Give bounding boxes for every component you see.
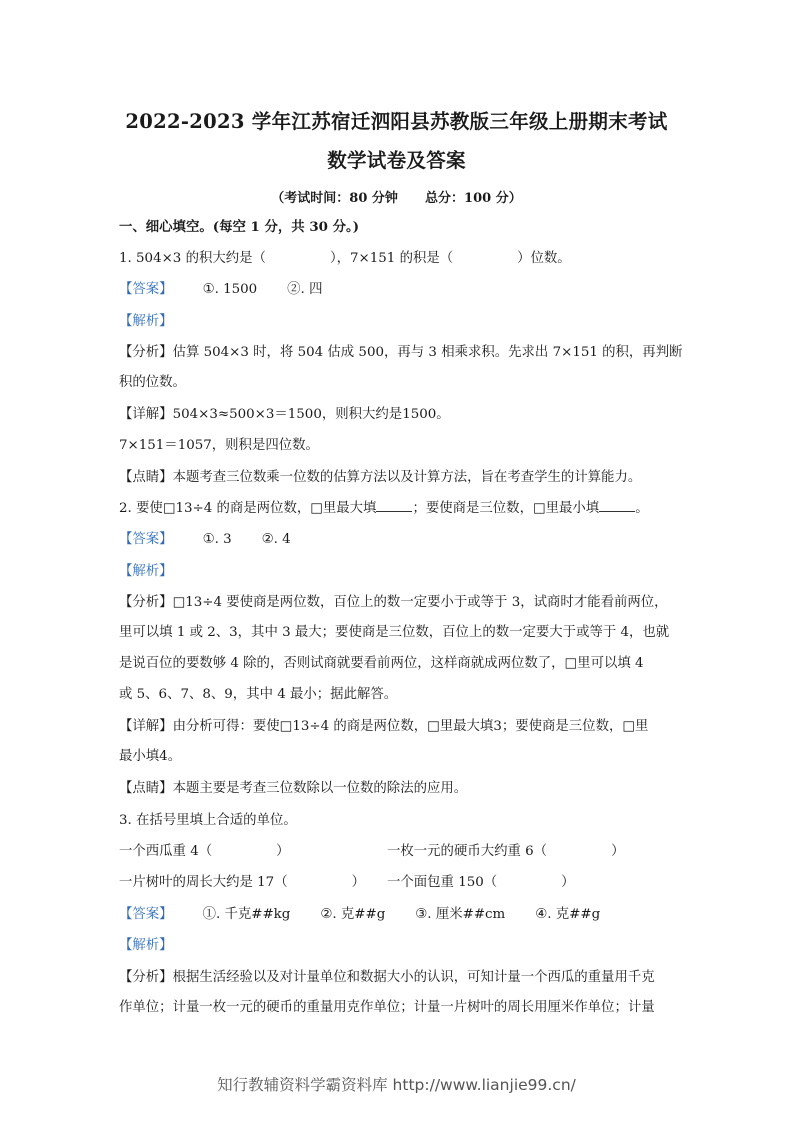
dianjing-text: 本题主要是考查三位数除以一位数的除法的应用。 [172, 781, 468, 796]
q3-item-3: 一片树叶的周长大约是 17（ ） [119, 875, 365, 890]
answer-tag: 【答案】 [119, 532, 173, 547]
xiangjie-1 [119, 405, 679, 425]
xiangjie-tag: 【详解】 [119, 719, 173, 734]
question-2 [119, 499, 679, 519]
question-1 [119, 249, 679, 269]
fenxi-3 [119, 968, 679, 988]
fenxi-3-cont: 作单位；计量一枚一元的硬币的重量用克作单位；计量一片树叶的周长用厘米作单位；计量 [119, 1000, 655, 1015]
page-footer: 知行教辅资料学霸资料库 http://www.lianjie99.cn/ [217, 1076, 576, 1094]
fenxi-2-cont: 或 5、6、7、8、9，其中 4 最小；据此解答。 [119, 687, 398, 702]
answer-item: ①. 3 [202, 532, 232, 547]
xiangjie-2-cont: 最小填4。 [119, 749, 182, 764]
answer-row-1 [119, 280, 679, 300]
section-heading: 一、细心填空。(每空 1 分，共 30 分。) [119, 219, 360, 235]
answer-item: ②. 克##g [320, 907, 386, 922]
dianjing-tag: 【点睛】 [119, 781, 173, 796]
page-title-line2: 数学试卷及答案 [327, 149, 466, 172]
xiangjie-2 [119, 717, 679, 737]
exam-info: （考试时间：80 分钟 总分：100 分） [271, 191, 522, 206]
answer-blank [599, 499, 635, 512]
q3-item-2: 一枚一元的硬币大约重 6（ ） [387, 844, 625, 859]
answer-item: ①. 1500 [202, 282, 258, 297]
answer-item: ②. 4 [261, 532, 291, 547]
jiexi-tag: 【解析】 [119, 564, 173, 579]
answer-tag: 【答案】 [119, 907, 173, 922]
jiexi-tag: 【解析】 [119, 314, 173, 329]
fenxi-2-cont: 里可以填 1 或 2、3，其中 3 最大；要使商是三位数，百位上的数一定要大于或等于 4，也就 [119, 625, 670, 640]
fenxi-text: 根据生活经验以及对计量单位和数据大小的认识，可知计量一个西瓜的重量用千克 [172, 970, 655, 985]
fenxi-tag: 【分析】 [119, 595, 173, 610]
dianjing-1 [119, 468, 679, 488]
answer-tag: 【答案】 [119, 282, 173, 297]
xiangjie-1-cont: 7×151＝1057，则积是四位数。 [119, 438, 319, 453]
xiangjie-tag: 【详解】 [119, 407, 173, 422]
fenxi-2-cont: 是说百位的要数够 4 除的，否则试商就要看前两位，这样商就成两位数了，□里可以填 4 [119, 656, 644, 671]
question-2-text-a: 2. 要使□13÷4 的商是两位数，□里最大填 [119, 501, 377, 516]
fenxi-2 [119, 593, 679, 613]
fenxi-1-cont: 积的位数。 [119, 375, 186, 390]
question-3: 3. 在括号里填上合适的单位。 [119, 813, 297, 828]
question-2-text-b: ；要使商是三位数，□里最小填 [412, 501, 600, 516]
question-1-text-c: ）位数。 [517, 251, 571, 266]
answer-blank [376, 499, 412, 512]
fenxi-text: 估算 504×3 时，将 504 估成 500，再与 3 相乘求积。先求出 7×151 的积，再判断 [172, 345, 683, 360]
fenxi-1 [119, 343, 683, 363]
q3-item-1: 一个西瓜重 4（ ） [119, 844, 290, 859]
fenxi-text: □13÷4 要使商是两位数，百位上的数一定要小于或等于 3，试商时才能看前两位， [172, 595, 668, 610]
xiangjie-text: 504×3≈500×3＝1500，则积大约是1500。 [172, 407, 450, 422]
fenxi-tag: 【分析】 [119, 345, 173, 360]
q3-item-4: 一个面包重 150（ ） [387, 875, 575, 890]
answer-row-2 [119, 530, 679, 550]
answer-item: ③. 厘米##cm [415, 907, 506, 922]
question-2-text-c: 。 [635, 501, 649, 516]
dianjing-text: 本题考查三位数乘一位数的估算方法以及计算方法，旨在考查学生的计算能力。 [172, 470, 642, 485]
answer-item: ②. 四 [287, 282, 323, 297]
question-1-text-a: 1. 504×3 的积大约是（ [119, 251, 266, 266]
xiangjie-text: 由分析可得：要使□13÷4 的商是两位数，□里最大填3；要使商是三位数，□里 [172, 719, 649, 734]
fenxi-tag: 【分析】 [119, 970, 173, 985]
answer-row-3 [119, 905, 679, 925]
answer-item: ④. 克##g [535, 907, 601, 922]
answer-item: ①. 千克##kg [202, 907, 291, 922]
page-title-line1: 2022-2023 学年江苏宿迁泗阳县苏教版三年级上册期末考试 [125, 110, 668, 133]
dianjing-2 [119, 779, 679, 799]
dianjing-tag: 【点睛】 [119, 470, 173, 485]
jiexi-tag: 【解析】 [119, 938, 173, 953]
question-1-text-b: ），7×151 的积是（ [329, 251, 454, 266]
